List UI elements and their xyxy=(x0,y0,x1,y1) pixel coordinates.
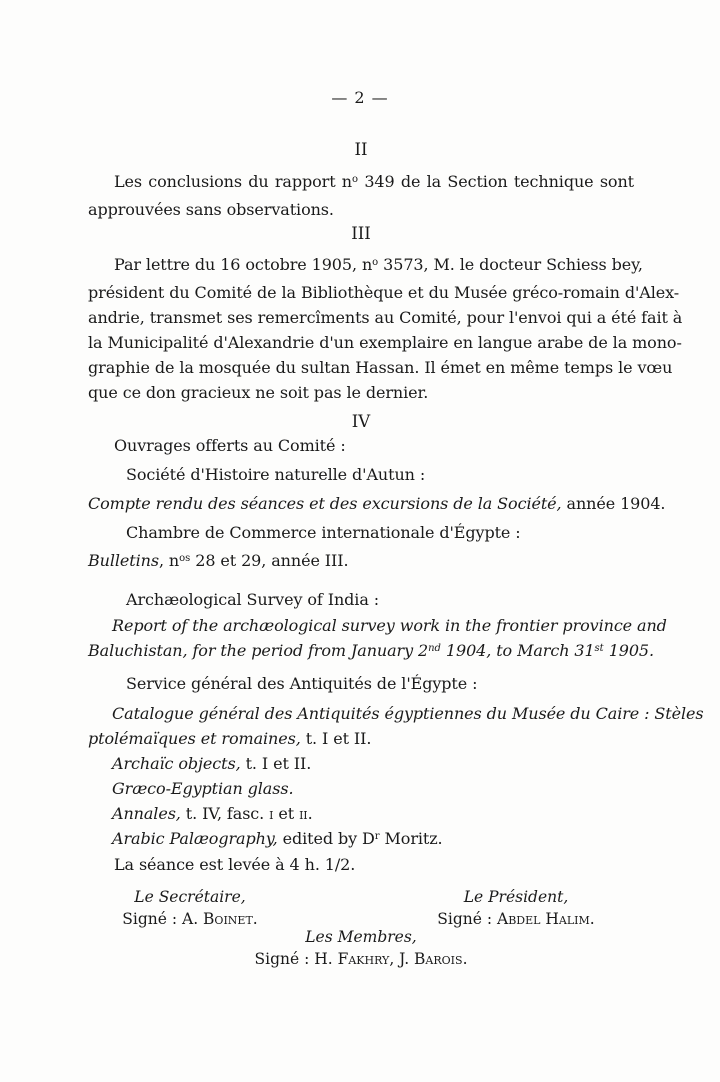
palaeography-line xyxy=(88,826,634,854)
text-segment: 3573, M. le docteur Schiess bey, xyxy=(378,255,643,274)
section-ii-paragraph xyxy=(88,169,634,222)
work-title: Bulletins xyxy=(88,551,159,570)
text-line: graphie de la mosquée du sultan Hassan. Il émet en même temps le vœu xyxy=(88,358,673,377)
members-title: Les Membres, xyxy=(305,928,417,946)
section-iii-paragraph xyxy=(88,252,683,405)
signatory-name: Fakhry xyxy=(337,950,390,968)
president-signature-block xyxy=(416,886,616,930)
work-title: Compte rendu des séances et des excursions de la Société, xyxy=(88,494,562,513)
work-title: ptolémaïques et romaines, xyxy=(88,729,301,748)
archaic-objects-line xyxy=(88,751,634,776)
secretary-title: Le Secrétaire, xyxy=(134,888,246,906)
chambre-heading-line: Chambre de Commerce internationale d'Égypte : xyxy=(126,523,521,542)
text-segment: Par lettre du 16 octobre 1905, n xyxy=(114,255,373,274)
signatory-name: Abdel Halim xyxy=(497,910,590,928)
text-line: que ce don gracieux ne soit pas le dernier. xyxy=(88,383,429,402)
text-line: président du Comité de la Bibliothèque et du Musée gréco-romain d'Alex- xyxy=(88,283,680,302)
text-segment: Baluchistan, for the period from January 2 xyxy=(88,641,429,660)
graeco-glass-line: Græco-Egyptian glass. xyxy=(112,779,294,798)
superscript: nd xyxy=(428,643,441,654)
closing-line: La séance est levée à 4 h. 1/2. xyxy=(114,855,356,874)
ouvrages-intro-line: Ouvrages offerts au Comité : xyxy=(114,436,346,455)
small-caps-numeral: ii xyxy=(299,804,308,823)
work-title: Archaïc objects, xyxy=(112,754,241,773)
text-segment: 1904, to March 31 xyxy=(440,641,595,660)
text-segment: edited by D xyxy=(277,829,375,848)
text-segment: . xyxy=(252,910,258,928)
text-segment: Les conclusions du rapport n xyxy=(114,172,353,191)
compte-rendu-line xyxy=(88,491,666,516)
secretary-signature-block xyxy=(90,886,290,930)
societe-heading-line: Société d'Histoire naturelle d'Autun : xyxy=(126,465,426,484)
president-title: Le Président, xyxy=(463,888,569,906)
small-caps-numeral: i xyxy=(269,804,274,823)
ptolemaiques-line xyxy=(88,726,634,751)
page-number: — 2 — xyxy=(331,88,389,107)
ouvrages-list xyxy=(88,462,704,854)
text-segment: t. I et II. xyxy=(240,754,312,773)
members-signature-block xyxy=(88,926,634,970)
signatory-name: Barois xyxy=(414,950,463,968)
superscript: os xyxy=(179,553,191,564)
text-segment: t. I et II. xyxy=(300,729,372,748)
closing-statement xyxy=(88,852,634,877)
superscript: st xyxy=(594,643,604,654)
report-line: Report of the archæological survey work in the frontier province and xyxy=(112,616,667,635)
text-segment: . xyxy=(307,804,313,823)
section-iii-numeral: III xyxy=(351,224,371,243)
text-segment: 349 de la Section technique sont xyxy=(358,172,635,191)
work-title: Annales, xyxy=(112,804,181,823)
catalogue-line: Catalogue général des Antiquités égyptiennes du Musée du Caire : Stèles xyxy=(112,704,704,723)
work-title: Arabic Palæography, xyxy=(112,829,278,848)
text-line xyxy=(88,252,643,280)
text-line: la Municipalité d'Alexandrie d'un exemplaire en langue arabe de la mono- xyxy=(88,333,682,352)
section-ii-numeral: II xyxy=(354,140,368,159)
text-segment: 1905. xyxy=(603,641,654,660)
text-segment: et xyxy=(273,804,300,823)
signatory-name: Boinet xyxy=(203,910,253,928)
text-line xyxy=(88,169,634,197)
service-heading-line: Service général des Antiquités de l'Égypte : xyxy=(126,674,478,693)
text-segment: . xyxy=(589,910,595,928)
text-segment: Moritz. xyxy=(379,829,443,848)
baluchistan-line xyxy=(88,638,654,666)
annales-line xyxy=(88,801,634,826)
text-segment: Signé : A. xyxy=(122,910,204,928)
text-line: andrie, transmet ses remercîments au Comité, pour l'envoi qui a été fait à xyxy=(88,308,683,327)
text-segment: 28 et 29, année III. xyxy=(190,551,349,570)
superscript: o xyxy=(352,174,359,185)
text-segment: Signé : H. xyxy=(254,950,338,968)
text-segment: , J. xyxy=(389,950,415,968)
text-segment: , n xyxy=(158,551,180,570)
text-segment: . xyxy=(462,950,468,968)
text-segment: t. IV, fasc. xyxy=(180,804,270,823)
superscript: r xyxy=(374,831,380,842)
members-signature xyxy=(88,948,634,970)
bulletins-line xyxy=(88,548,634,576)
superscript: o xyxy=(372,257,379,268)
section-iv-numeral: IV xyxy=(351,412,371,431)
text-segment: année 1904. xyxy=(561,494,666,513)
text-segment: Signé : xyxy=(437,910,498,928)
survey-heading-line: Archæological Survey of India : xyxy=(126,590,380,609)
ouvrages-intro xyxy=(88,433,634,458)
text-line: approuvées sans observations. xyxy=(88,200,334,219)
